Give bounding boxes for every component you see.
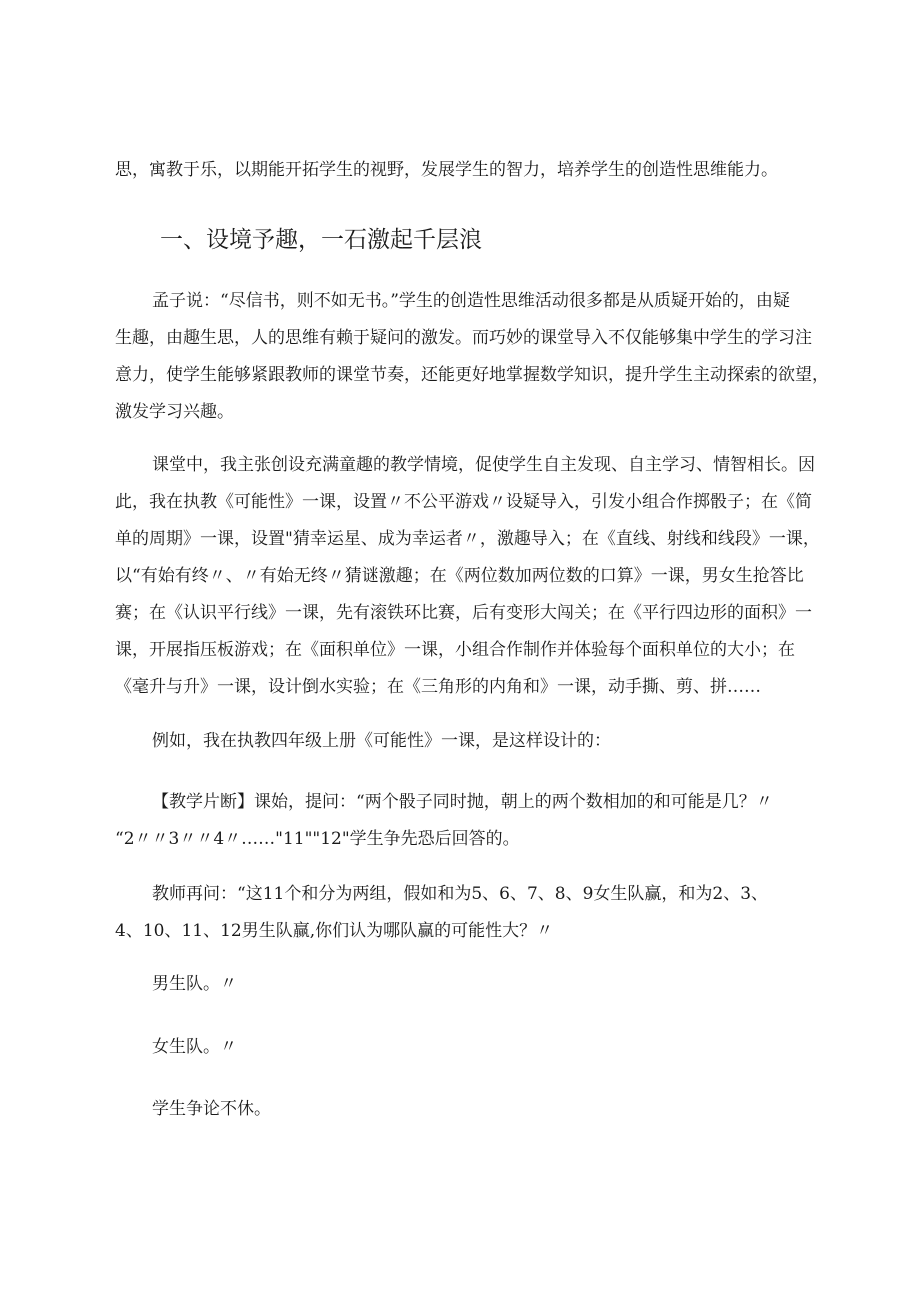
text-line: 激发学习兴趣。	[115, 402, 234, 422]
text-line: 《毫升与升》一课，设计倒水实验；在《三角形的内角和》一课，动手撕、剪、拼……	[115, 677, 761, 697]
intro-paragraph	[115, 152, 815, 189]
paragraph-debate	[115, 1091, 815, 1128]
text-line: 孟子说：“尽信书，则不如无书。”学生的创造性思维活动很多都是从质疑开始的，由疑	[152, 291, 790, 311]
text-line: 教师再问：“这11个和分为两组，假如和为5、6、7、8、9女生队赢，和为2、3、	[152, 884, 769, 904]
text-line: 【教学片断】课始，提问：“两个骰子同时抛，朝上的两个数相加的和可能是几？〃	[152, 792, 773, 812]
text-line: 女生队。〃	[152, 1037, 237, 1057]
paragraph-classroom	[115, 447, 820, 706]
text-line: 例如，我在执教四年级上册《可能性》一课，是这样设计的：	[152, 731, 611, 751]
text-line: 此，我在执教《可能性》一课，设置〃不公平游戏〃设疑导入，引发小组合作掷骰子；在《简	[115, 492, 812, 512]
text-line: 以“有始有终〃、〃有始无终〃猜谜激趣；在《两位数加两位数的口算》一课，男女生抢答比	[115, 566, 804, 586]
text-line: 学生争论不休。	[152, 1099, 271, 1119]
text-line: 男生队。〃	[152, 974, 237, 994]
text-line: “2〃〃3〃〃4〃……"11""12"学生争先恐后回答的。	[115, 829, 520, 849]
text-line: 赛；在《认识平行线》一课，先有滚铁环比赛，后有变形大闯关；在《平行四边形的面积》一	[115, 603, 812, 623]
section-heading: 一、设境予趣，一石激起千层浪	[160, 227, 482, 253]
paragraph-teacher-asks	[115, 876, 815, 950]
paragraph-boys	[115, 966, 815, 1003]
text-line: 4、10、11、12男生队赢,你们认为哪队赢的可能性大？〃	[115, 921, 554, 941]
text-line: 意力，使学生能够紧跟教师的课堂节奏，还能更好地掌握数学知识，提升学生主动探索的欲望，	[115, 365, 829, 385]
text-line: 思，寓教于乐，以期能开拓学生的视野，发展学生的智力，培养学生的创造性思维能力。	[115, 160, 778, 180]
paragraph-girls	[115, 1029, 815, 1066]
text-line: 生趣，由趣生思，人的思维有赖于疑问的激发。而巧妙的课堂导入不仅能够集中学生的学习注	[115, 328, 812, 348]
text-line: 单的周期》一课，设置"猜幸运星、成为幸运者〃，激趣导入；在《直线、射线和线段》一课，	[115, 529, 820, 549]
text-line: 课堂中，我主张创设充满童趣的教学情境，促使学生自主发现、自主学习、情智相长。因	[152, 455, 815, 475]
text-line: 课，开展指压板游戏；在《面积单位》一课，小组合作制作并体验每个面积单位的大小；在	[115, 640, 795, 660]
paragraph-teaching-fragment	[115, 784, 815, 858]
paragraph-mencius	[115, 283, 829, 431]
paragraph-example	[115, 723, 815, 760]
